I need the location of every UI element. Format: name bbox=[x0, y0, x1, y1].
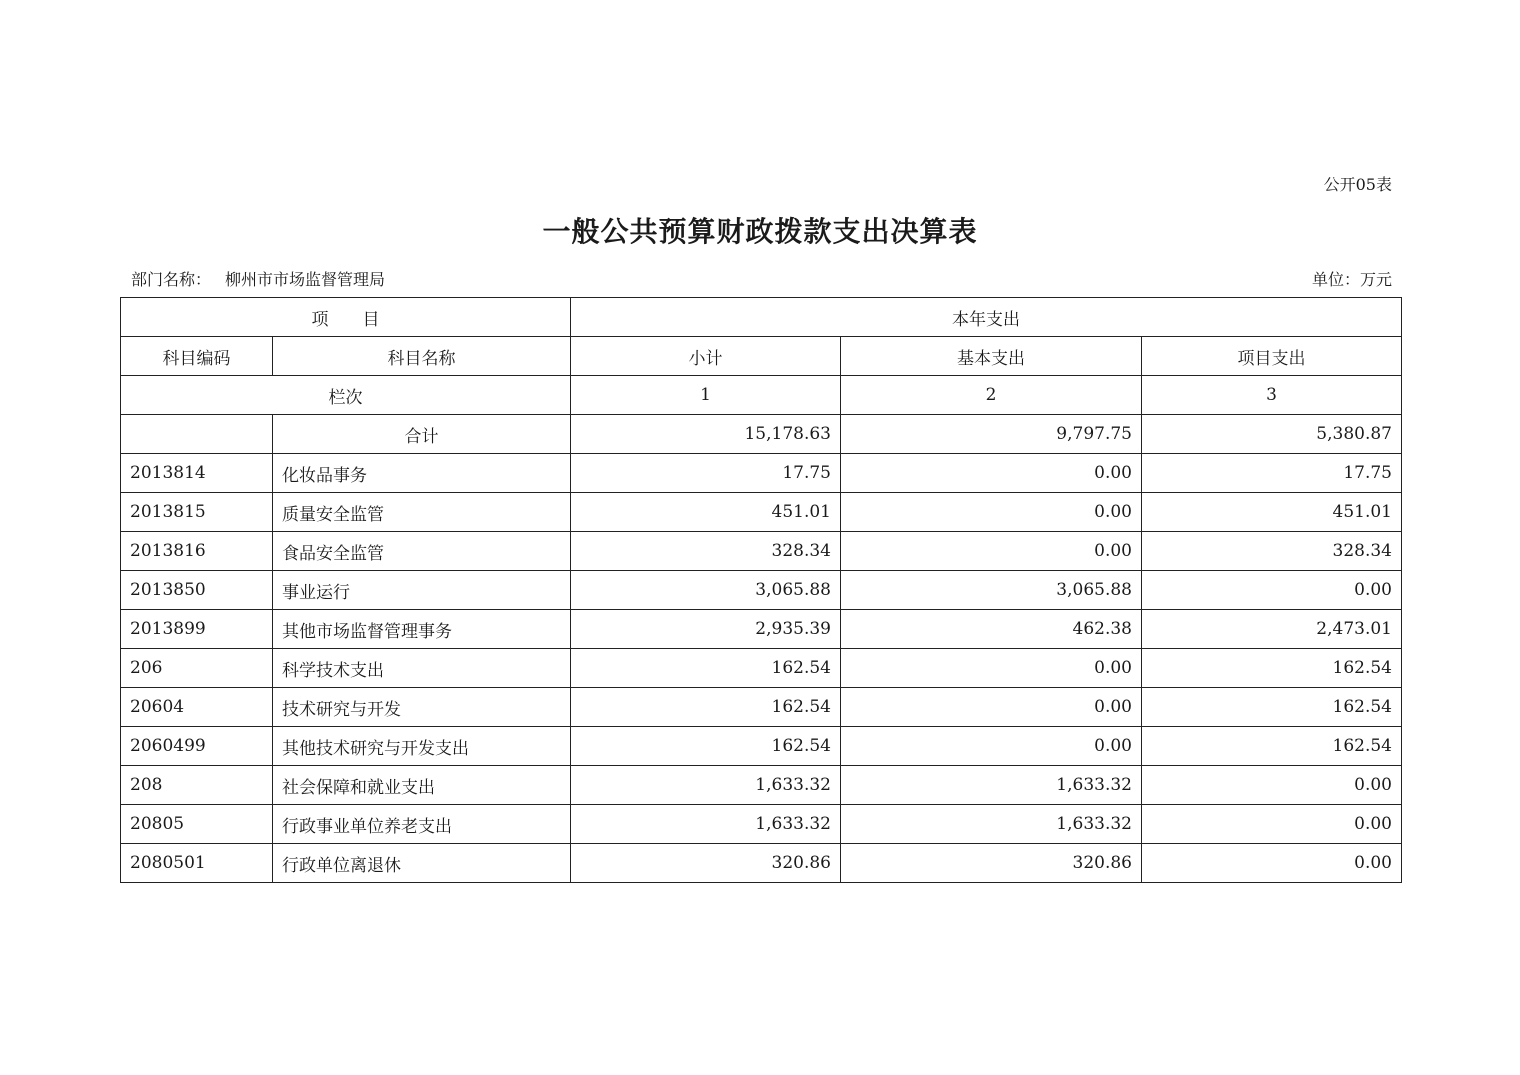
total-subtotal: 15,178.63 bbox=[571, 415, 841, 454]
table-row bbox=[121, 766, 1402, 805]
row-basic: 3,065.88 bbox=[841, 571, 1142, 610]
row-basic: 1,633.32 bbox=[841, 805, 1142, 844]
row-name: 事业运行 bbox=[273, 571, 571, 610]
row-name: 行政单位离退休 bbox=[273, 844, 571, 883]
row-project: 17.75 bbox=[1142, 454, 1402, 493]
row-name: 技术研究与开发 bbox=[273, 688, 571, 727]
row-subtotal: 2,935.39 bbox=[571, 610, 841, 649]
column-index-label: 栏次 bbox=[121, 376, 571, 415]
row-name: 社会保障和就业支出 bbox=[273, 766, 571, 805]
table-row bbox=[121, 844, 1402, 883]
table-row bbox=[121, 688, 1402, 727]
row-basic: 462.38 bbox=[841, 610, 1142, 649]
row-subtotal: 162.54 bbox=[571, 727, 841, 766]
table-row bbox=[121, 727, 1402, 766]
row-code: 206 bbox=[121, 649, 273, 688]
row-name: 其他市场监督管理事务 bbox=[273, 610, 571, 649]
column-header-code: 科目编码 bbox=[121, 337, 273, 376]
row-code: 2013850 bbox=[121, 571, 273, 610]
row-project: 451.01 bbox=[1142, 493, 1402, 532]
row-code: 20805 bbox=[121, 805, 273, 844]
row-name: 质量安全监管 bbox=[273, 493, 571, 532]
row-code: 2013815 bbox=[121, 493, 273, 532]
row-project: 0.00 bbox=[1142, 571, 1402, 610]
row-code: 2013899 bbox=[121, 610, 273, 649]
row-code: 208 bbox=[121, 766, 273, 805]
row-project: 0.00 bbox=[1142, 766, 1402, 805]
row-project: 0.00 bbox=[1142, 805, 1402, 844]
header-row-columns bbox=[121, 337, 1402, 376]
row-subtotal: 320.86 bbox=[571, 844, 841, 883]
table-row bbox=[121, 454, 1402, 493]
row-basic: 320.86 bbox=[841, 844, 1142, 883]
row-project: 162.54 bbox=[1142, 688, 1402, 727]
row-basic: 1,633.32 bbox=[841, 766, 1142, 805]
column-header-basic: 基本支出 bbox=[841, 337, 1142, 376]
row-code: 2080501 bbox=[121, 844, 273, 883]
row-name: 食品安全监管 bbox=[273, 532, 571, 571]
header-row-index bbox=[121, 376, 1402, 415]
row-subtotal: 3,065.88 bbox=[571, 571, 841, 610]
row-subtotal: 17.75 bbox=[571, 454, 841, 493]
row-basic: 0.00 bbox=[841, 493, 1142, 532]
column-index-2: 2 bbox=[841, 376, 1142, 415]
column-header-project: 项目支出 bbox=[1142, 337, 1402, 376]
total-label: 合计 bbox=[273, 415, 571, 454]
row-project: 162.54 bbox=[1142, 649, 1402, 688]
column-header-name: 科目名称 bbox=[273, 337, 571, 376]
form-number: 公开05表 bbox=[1323, 175, 1392, 194]
group-header-current-year: 本年支出 bbox=[571, 298, 1402, 337]
department-line bbox=[131, 267, 385, 290]
row-basic: 0.00 bbox=[841, 727, 1142, 766]
row-project: 0.00 bbox=[1142, 844, 1402, 883]
row-subtotal: 1,633.32 bbox=[571, 805, 841, 844]
row-basic: 0.00 bbox=[841, 454, 1142, 493]
row-name: 科学技术支出 bbox=[273, 649, 571, 688]
page-title: 一般公共预算财政拨款支出决算表 bbox=[542, 215, 978, 248]
column-header-subtotal: 小计 bbox=[571, 337, 841, 376]
expenditure-table bbox=[120, 297, 1402, 883]
table-row bbox=[121, 532, 1402, 571]
row-code: 2013816 bbox=[121, 532, 273, 571]
row-code: 2013814 bbox=[121, 454, 273, 493]
row-code: 2060499 bbox=[121, 727, 273, 766]
total-basic: 9,797.75 bbox=[841, 415, 1142, 454]
column-index-1: 1 bbox=[571, 376, 841, 415]
table-row bbox=[121, 571, 1402, 610]
group-header-items: 项 目 bbox=[121, 298, 571, 337]
row-basic: 0.00 bbox=[841, 688, 1142, 727]
row-project: 162.54 bbox=[1142, 727, 1402, 766]
row-project: 328.34 bbox=[1142, 532, 1402, 571]
table-row bbox=[121, 493, 1402, 532]
header-row-group bbox=[121, 298, 1402, 337]
row-subtotal: 328.34 bbox=[571, 532, 841, 571]
row-subtotal: 1,633.32 bbox=[571, 766, 841, 805]
table-row bbox=[121, 649, 1402, 688]
row-project: 2,473.01 bbox=[1142, 610, 1402, 649]
table-row bbox=[121, 805, 1402, 844]
row-name: 行政事业单位养老支出 bbox=[273, 805, 571, 844]
row-code: 20604 bbox=[121, 688, 273, 727]
table-row bbox=[121, 610, 1402, 649]
row-subtotal: 451.01 bbox=[571, 493, 841, 532]
unit-label: 单位：万元 bbox=[1311, 270, 1392, 289]
row-subtotal: 162.54 bbox=[571, 688, 841, 727]
department-label: 部门名称： bbox=[131, 270, 212, 289]
row-name: 化妆品事务 bbox=[273, 454, 571, 493]
row-basic: 0.00 bbox=[841, 532, 1142, 571]
department-name: 柳州市市场监督管理局 bbox=[225, 270, 386, 289]
column-index-3: 3 bbox=[1142, 376, 1402, 415]
total-code-cell bbox=[121, 415, 273, 454]
total-project: 5,380.87 bbox=[1142, 415, 1402, 454]
total-row bbox=[121, 415, 1402, 454]
row-basic: 0.00 bbox=[841, 649, 1142, 688]
row-name: 其他技术研究与开发支出 bbox=[273, 727, 571, 766]
row-subtotal: 162.54 bbox=[571, 649, 841, 688]
